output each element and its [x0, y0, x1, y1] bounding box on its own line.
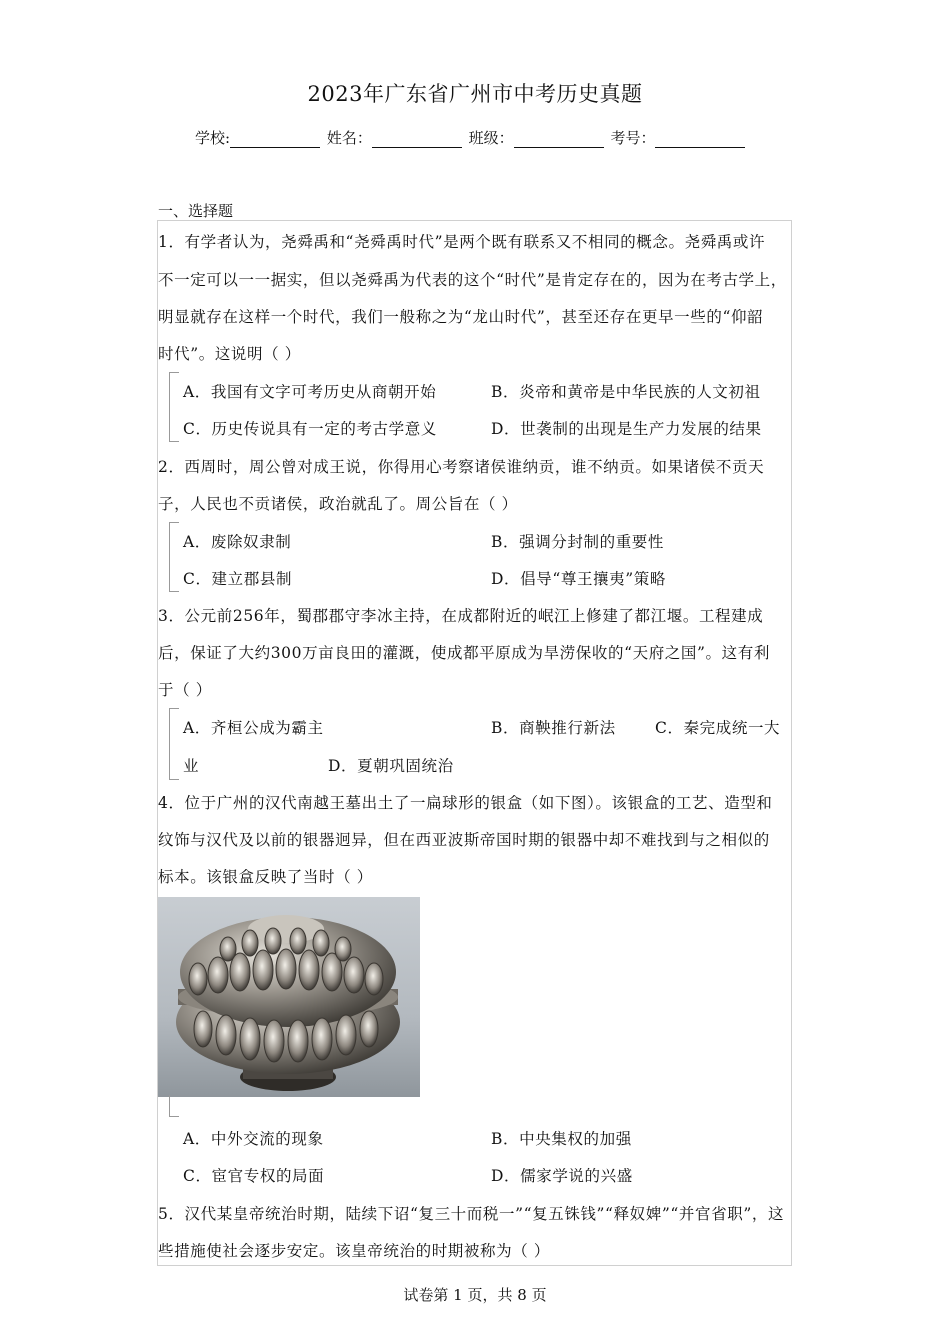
q1-line-3: 明显就存在这样一个时代，我们一般称之为“龙山时代”，甚至还存在更早一些的“仰韶 [158, 308, 764, 326]
silver-box-photo [158, 897, 420, 1097]
q4-option-c[interactable]: C．宦官专权的局面 [183, 1167, 325, 1185]
q3-option-b[interactable]: B．商鞅推行新法 [491, 719, 616, 737]
q3-option-c-cont[interactable]: 业 [183, 757, 200, 775]
school-blank [230, 133, 320, 148]
q3-option-a[interactable]: A．齐桓公成为霸主 [183, 719, 324, 737]
q4-line-1: 4．位于广州的汉代南越王墓出土了一扁球形的银盒（如下图）。该银盒的工艺、造型和 [158, 794, 773, 812]
school-label: 学校: [195, 129, 231, 147]
page-footer: 试卷第 1 页，共 8 页 [403, 1286, 547, 1304]
q5-line-1: 5．汉代某皇帝统治时期，陆续下诏“复三十而税一”“复五铢钱”“释奴婢”“并官省职”，这 [158, 1205, 785, 1223]
q2-option-c[interactable]: C．建立郡县制 [183, 570, 293, 588]
name-blank [372, 133, 462, 148]
q1-option-b[interactable]: B．炎帝和黄帝是中华民族的人文初祖 [491, 383, 761, 401]
class-label: 班级： [468, 129, 514, 147]
q1-line-2: 不一定可以一一据实，但以尧舜禹为代表的这个“时代”是肯定存在的，因为在考古学上， [158, 271, 787, 289]
q4-option-b[interactable]: B．中央集权的加强 [491, 1130, 632, 1148]
q3-options-bracket [169, 708, 179, 780]
q1-options-bracket [169, 372, 179, 442]
q3-line-2: 后，保证了大约300万亩良田的灌溉，使成都平原成为旱涝保收的“天府之国”。这有利 [158, 644, 770, 662]
question-box [157, 220, 792, 1266]
q4-line-3: 标本。该银盒反映了当时（ ） [158, 868, 373, 886]
q3-line-3: 于（ ） [158, 681, 212, 699]
class-blank [514, 133, 604, 148]
exam-no-label: 考号： [610, 129, 656, 147]
q4-option-d[interactable]: D．儒家学说的兴盛 [491, 1167, 633, 1185]
q2-line-1: 2．西周时，周公曾对成王说，你得用心考察诸侯谁纳贡，谁不纳贡。如果诸侯不贡天 [158, 458, 765, 476]
silver-box-image [158, 897, 420, 1097]
q1-option-d[interactable]: D．世袭制的出现是生产力发展的结果 [491, 420, 762, 438]
q4-option-a[interactable]: A．中外交流的现象 [183, 1130, 324, 1148]
q5-line-2: 些措施使社会逐步安定。该皇帝统治的时期被称为（ ） [158, 1242, 550, 1260]
q1-line-1: 1．有学者认为，尧舜禹和“尧舜禹时代”是两个既有联系又不相同的概念。尧舜禹或许 [158, 233, 766, 251]
q2-option-b[interactable]: B．强调分封制的重要性 [491, 533, 664, 551]
q4-image-bracket [169, 1095, 179, 1117]
exam-no-blank [655, 133, 745, 148]
q1-line-4: 时代”。这说明（ ） [158, 345, 301, 363]
page-title: 2023年广东省广州市中考历史真题 [307, 82, 643, 106]
q2-options-bracket [169, 522, 179, 592]
q4-line-2: 纹饰与汉代及以前的银器迥异，但在西亚波斯帝国时期的银器中却不难找到与之相似的 [158, 831, 770, 849]
q1-option-c[interactable]: C．历史传说具有一定的考古学意义 [183, 420, 437, 438]
q2-line-2: 子，人民也不贡诸侯，政治就乱了。周公旨在（ ） [158, 495, 518, 513]
q2-option-d[interactable]: D．倡导“尊王攘夷”策略 [491, 570, 666, 588]
student-info-row [195, 127, 747, 148]
q3-line-1: 3．公元前256年，蜀郡郡守李冰主持，在成都附近的岷江上修建了都江堰。工程建成 [158, 607, 764, 625]
name-label: 姓名： [326, 129, 372, 147]
q3-option-c[interactable]: C．秦完成统一大 [655, 719, 781, 737]
q3-option-d[interactable]: D．夏朝巩固统治 [328, 757, 454, 775]
section-heading: 一、选择题 [158, 202, 234, 220]
q1-option-a[interactable]: A．我国有文字可考历史从商朝开始 [183, 383, 437, 401]
q2-option-a[interactable]: A．废除奴隶制 [183, 533, 292, 551]
